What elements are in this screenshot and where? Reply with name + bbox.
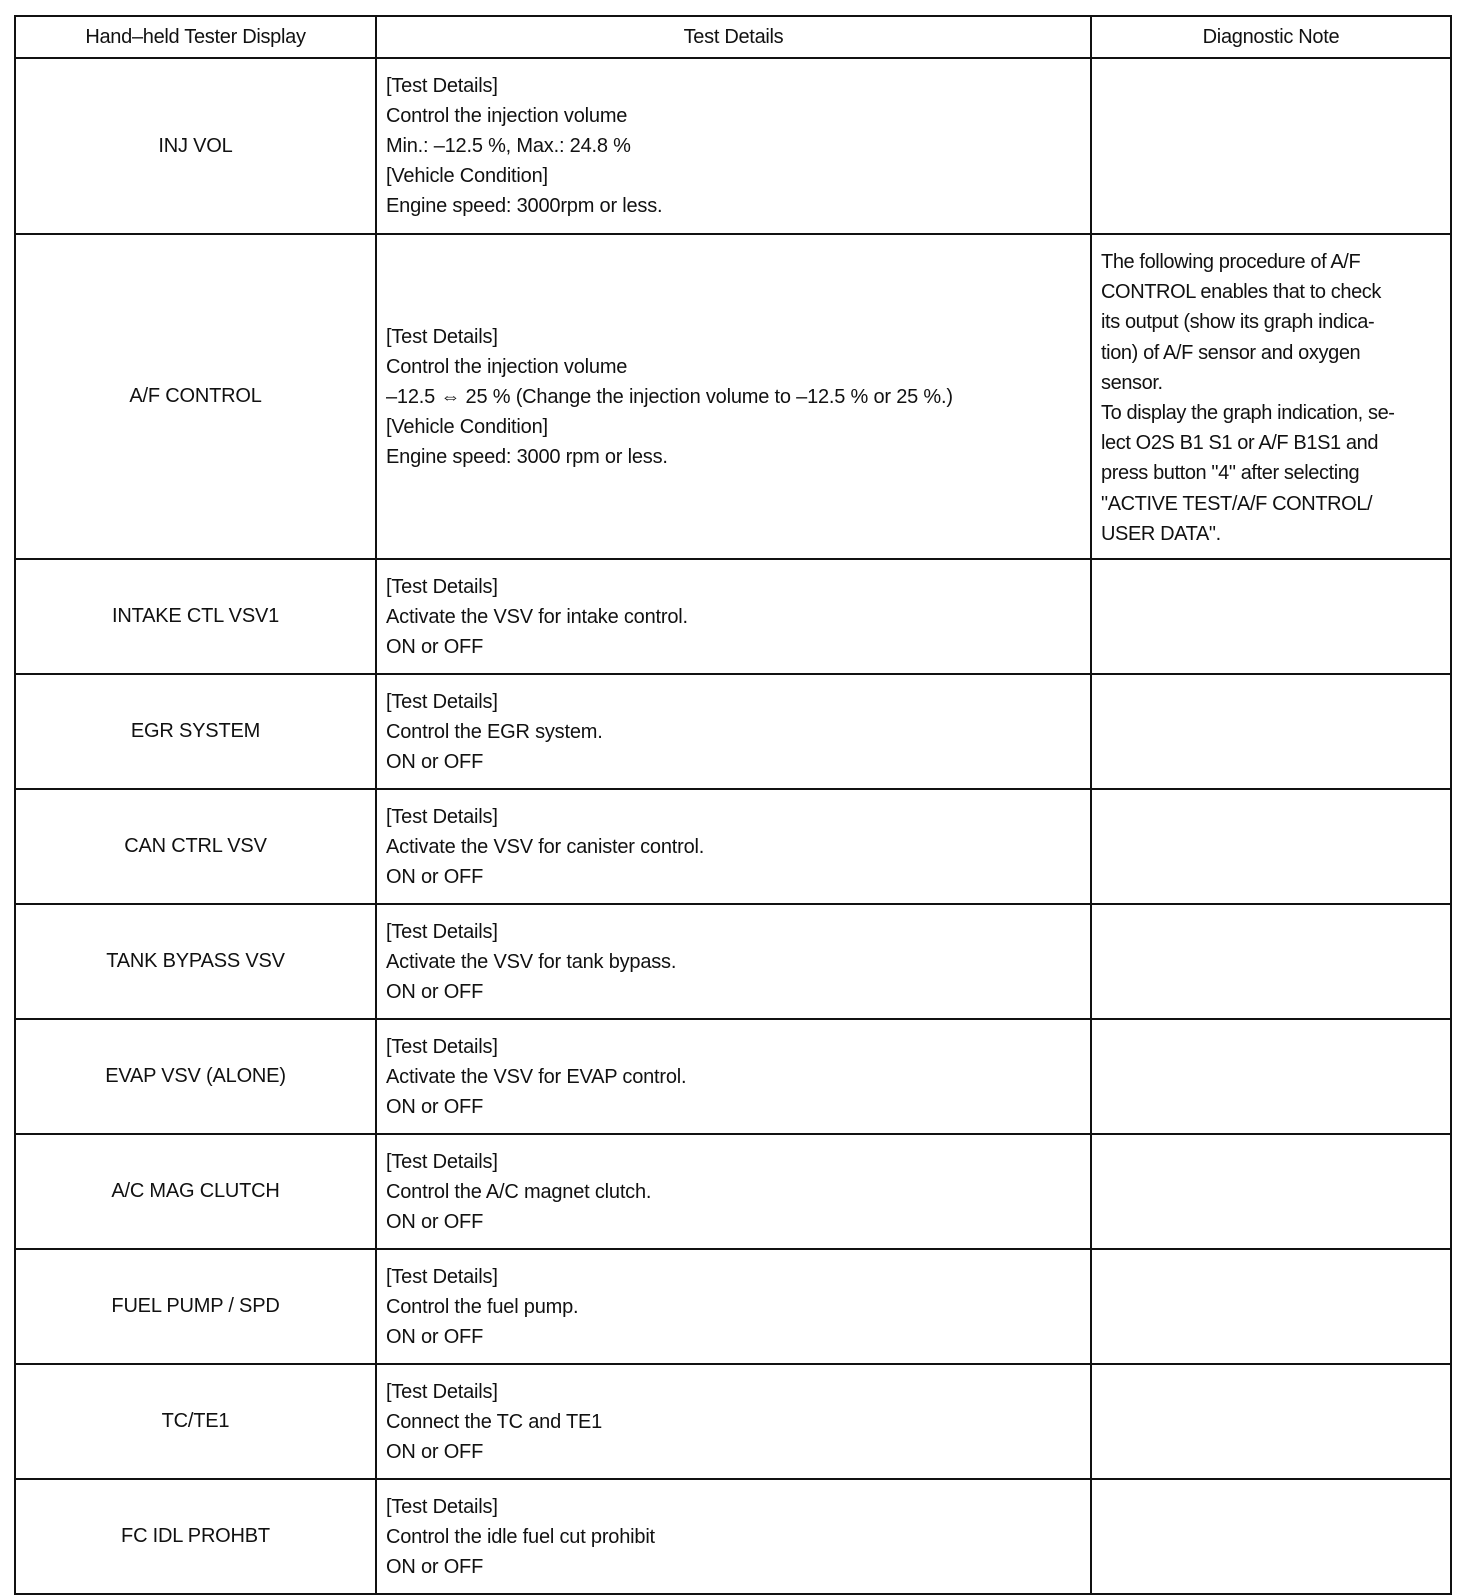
tester-display-cell: A/F CONTROL [15,234,376,559]
table-row [15,789,1451,904]
details-line: [Test Details] [386,805,498,828]
details-line: ON or OFF [386,1440,484,1463]
diagnostic-note-cell [1091,559,1451,674]
details-line: –12.5 ⇔ 25 % (Change the injection volume to –12.5 % or 25 %.) [386,385,953,408]
details-line: Control the injection volume [386,355,628,378]
details-line: ON or OFF [386,865,484,888]
tester-display-cell: TC/TE1 [15,1364,376,1479]
diagnostic-note-cell [1091,58,1451,234]
details-line: Activate the VSV for tank bypass. [386,950,677,973]
details-line: [Test Details] [386,920,498,943]
note-line: press button "4" after selecting [1101,462,1360,485]
details-line: [Test Details] [386,575,498,598]
table-row [15,674,1451,789]
table-row [15,1249,1451,1364]
note-line: To display the graph indication, se- [1101,402,1395,425]
details-line: Control the fuel pump. [386,1295,579,1318]
table-row [15,1134,1451,1249]
test-details-cell [376,1134,1091,1249]
test-details-cell [376,1019,1091,1134]
details-line: [Test Details] [386,1265,498,1288]
tester-display-cell: TANK BYPASS VSV [15,904,376,1019]
diagnostic-note-cell [1091,1364,1451,1479]
tester-display-cell: INTAKE CTL VSV1 [15,559,376,674]
note-line: its output (show its graph indica- [1101,311,1375,334]
details-line: ON or OFF [386,750,484,773]
diagnostic-note-cell [1091,234,1451,559]
tester-display-cell: FC IDL PROHBT [15,1479,376,1594]
details-line: [Test Details] [386,1150,498,1173]
details-line: ON or OFF [386,635,484,658]
details-line: Control the idle fuel cut prohibit [386,1525,655,1548]
test-details-cell [376,58,1091,234]
table-row [15,1479,1451,1594]
note-line: CONTROL enables that to check [1101,281,1382,304]
note-line: "ACTIVE TEST/A/F CONTROL/ [1101,492,1373,515]
details-line: [Vehicle Condition] [386,415,548,438]
test-details-cell [376,789,1091,904]
note-line: lect O2S B1 S1 or A/F B1S1 and [1101,432,1379,455]
details-line: ON or OFF [386,1095,484,1118]
test-details-cell [376,559,1091,674]
tester-display-cell: A/C MAG CLUTCH [15,1134,376,1249]
details-line: [Test Details] [386,75,498,97]
details-line: Activate the VSV for intake control. [386,605,688,628]
details-line: Control the injection volume [386,105,628,127]
test-details-cell [376,674,1091,789]
test-details-cell [376,1479,1091,1594]
table-row [15,559,1451,674]
diagnostic-note-cell [1091,1479,1451,1594]
details-line: ON or OFF [386,980,484,1003]
table-row [15,234,1451,559]
header-row [15,16,1451,58]
details-line: ON or OFF [386,1210,484,1233]
test-details-cell [376,234,1091,559]
active-test-table [14,15,1452,1595]
diagnostic-note-cell [1091,904,1451,1019]
table-row [15,1019,1451,1134]
tester-display-cell: EVAP VSV (ALONE) [15,1019,376,1134]
details-line: Min.: –12.5 %, Max.: 24.8 % [386,135,631,157]
details-line: Engine speed: 3000 rpm or less. [386,445,668,468]
tester-display-cell: INJ VOL [15,58,376,234]
diagnostic-note-cell [1091,789,1451,904]
test-details-cell [376,1364,1091,1479]
tester-display-cell: EGR SYSTEM [15,674,376,789]
diagnostic-note-cell [1091,674,1451,789]
details-line: [Test Details] [386,1495,498,1518]
details-line: Control the EGR system. [386,720,603,743]
header-diagnostic-note: Diagnostic Note [1091,16,1451,58]
details-line: Connect the TC and TE1 [386,1410,603,1433]
diagnostic-note-cell [1091,1019,1451,1134]
note-line: The following procedure of A/F [1101,251,1361,273]
diagnostic-note-cell [1091,1249,1451,1364]
header-test-details: Test Details [376,16,1091,58]
table-header [15,16,1451,58]
test-details-cell [376,904,1091,1019]
details-line: ON or OFF [386,1555,484,1578]
tester-display-cell: CAN CTRL VSV [15,789,376,904]
details-line: Activate the VSV for canister control. [386,835,705,858]
details-line: [Vehicle Condition] [386,165,548,187]
header-tester-display: Hand–held Tester Display [15,16,376,58]
details-line: Activate the VSV for EVAP control. [386,1065,687,1088]
note-line: tion) of A/F sensor and oxygen [1101,341,1361,364]
details-line: [Test Details] [386,690,498,713]
table-body [15,58,1451,1594]
table-row [15,58,1451,234]
tester-display-cell: FUEL PUMP / SPD [15,1249,376,1364]
note-line: sensor. [1101,371,1163,394]
details-line: ON or OFF [386,1325,484,1348]
details-line: [Test Details] [386,1380,498,1403]
details-line: Engine speed: 3000rpm or less. [386,195,663,217]
diagnostic-note-cell [1091,1134,1451,1249]
details-line: [Test Details] [386,1035,498,1058]
table-row [15,904,1451,1019]
details-line: [Test Details] [386,325,498,348]
note-line: USER DATA". [1101,522,1221,545]
details-line: Control the A/C magnet clutch. [386,1180,652,1203]
test-details-cell [376,1249,1091,1364]
table-row [15,1364,1451,1479]
